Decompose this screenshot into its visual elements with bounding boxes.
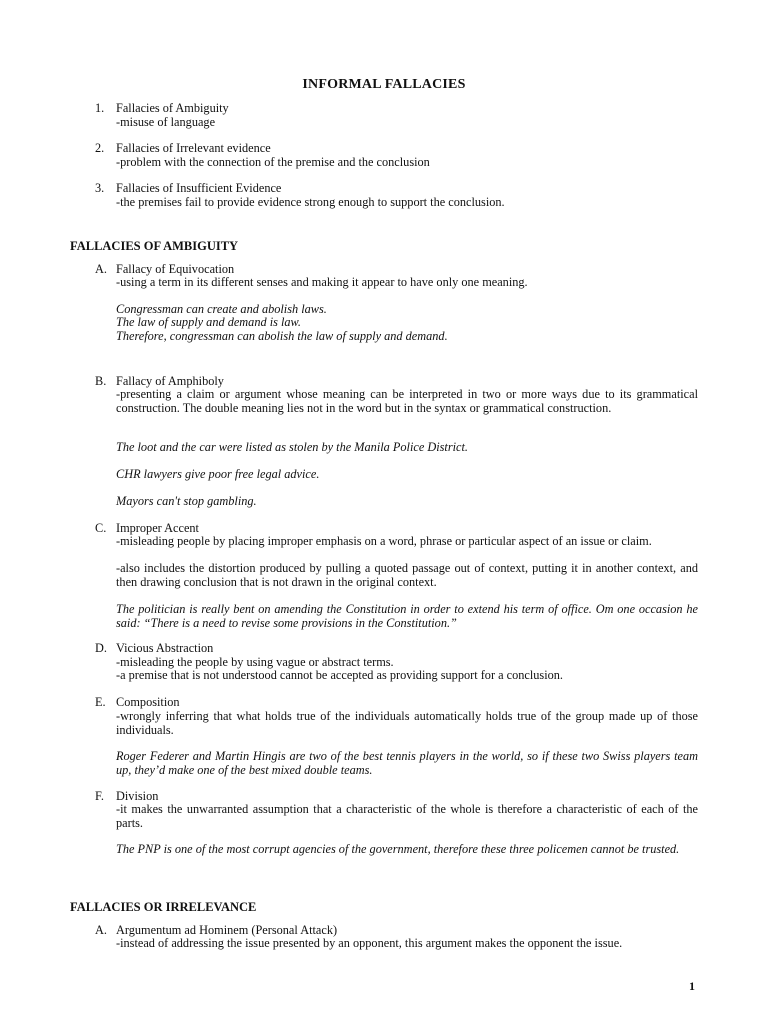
item-heading-amphiboly: Fallacy of Amphiboly (116, 374, 224, 388)
example-text: The PNP is one of the most corrupt agencies of the government, therefore these three policemen cannot be trusted. (116, 842, 680, 856)
overview-desc-1: -misuse of language (116, 115, 216, 129)
item-desc: -wrongly inferring that what holds true of the individuals automatically holds true of the group made up of those individuals. (116, 709, 698, 737)
item-heading-improper-accent: Improper Accent (116, 521, 199, 535)
item-heading-ad-hominem: Argumentum ad Hominem (Personal Attack) (116, 923, 338, 937)
example-text: Roger Federer and Martin Hingis are two of the best tennis players in the world, so if these two Swiss players team up, they’d make one of the best mixed double teams. (116, 749, 698, 777)
overview-marker-1: 1. (95, 101, 105, 115)
item-marker: E. (95, 695, 106, 709)
item-marker: A. (95, 262, 107, 276)
example-text: The politician is really bent on amending the Constitution in order to extend his term of office. Om one occasion he said: “There is a need to revise some provisions in the Constitution.” (116, 602, 698, 630)
overview-desc-3: -the premises fail to provide evidence strong enough to support the conclusion. (116, 195, 505, 209)
item-heading-division: Division (116, 789, 159, 803)
item-heading-vicious-abstraction: Vicious Abstraction (116, 641, 214, 655)
item-desc: -also includes the distortion produced by pulling a quoted passage out of context, putting it in another context, and then drawing conclusion that is not drawn in the original context. (116, 561, 698, 589)
section-heading-irrelevance: FALLACIES OR IRRELEVANCE (70, 900, 257, 914)
item-desc: -misleading people by placing improper emphasis on a word, phrase or particular aspect of an issue or claim. (116, 534, 652, 548)
overview-heading-1: Fallacies of Ambiguity (116, 101, 229, 115)
item-marker: D. (95, 641, 107, 655)
item-desc: -presenting a claim or argument whose meaning can be interpreted in two or more ways due to its grammatical construction. The double meaning lies not in the word but in the syntax or grammatical construction. (116, 387, 698, 415)
example-text: CHR lawyers give poor free legal advice. (116, 467, 320, 481)
item-desc: -it makes the unwarranted assumption that a characteristic of the whole is therefore a characteristic of each of the parts. (116, 802, 698, 830)
page-title: INFORMAL FALLACIES (302, 77, 466, 92)
item-marker: F. (95, 789, 104, 803)
item-marker: C. (95, 521, 107, 535)
overview-marker-3: 3. (95, 181, 105, 195)
item-heading-composition: Composition (116, 695, 180, 709)
overview-heading-2: Fallacies of Irrelevant evidence (116, 141, 271, 155)
page-number: 1 (689, 979, 695, 993)
overview-heading-3: Fallacies of Insufficient Evidence (116, 181, 282, 195)
example-text: Mayors can't stop gambling. (116, 494, 257, 508)
example-text: The loot and the car were listed as stolen by the Manila Police District. (116, 440, 469, 454)
example-text: Congressman can create and abolish laws. (116, 302, 327, 316)
example-text: Therefore, congressman can abolish the law of supply and demand. (116, 329, 448, 343)
example-text: The law of supply and demand is law. (116, 315, 301, 329)
item-desc: -instead of addressing the issue presented by an opponent, this argument makes the opponent the issue. (116, 936, 623, 950)
section-heading-ambiguity: FALLACIES OF AMBIGUITY (70, 239, 239, 253)
item-heading-equivocation: Fallacy of Equivocation (116, 262, 235, 276)
item-desc: -using a term in its different senses and making it appear to have only one meaning. (116, 275, 528, 289)
item-desc: -misleading the people by using vague or abstract terms. (116, 655, 394, 669)
overview-marker-2: 2. (95, 141, 105, 155)
item-desc: -a premise that is not understood cannot be accepted as providing support for a conclusion. (116, 668, 564, 682)
item-marker: A. (95, 923, 107, 937)
overview-desc-2: -problem with the connection of the premise and the conclusion (116, 155, 430, 169)
item-marker: B. (95, 374, 107, 388)
